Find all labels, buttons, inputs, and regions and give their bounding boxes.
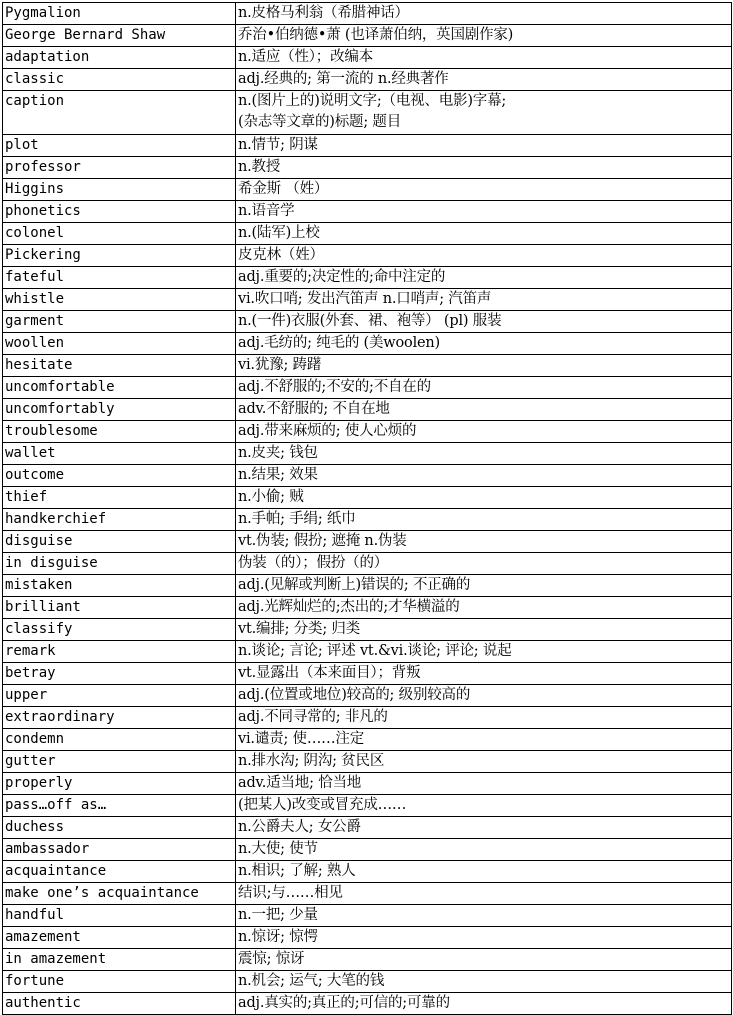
vocab-definition-line: vt.显露出（本来面目）；背叛 <box>238 665 421 681</box>
vocab-word-cell: adaptation <box>3 47 236 69</box>
table-row <box>3 377 732 399</box>
table-row <box>3 223 732 245</box>
vocab-definition-cell <box>236 619 732 641</box>
vocab-definition-cell <box>236 949 732 971</box>
vocab-word-cell: garment <box>3 311 236 333</box>
vocab-word-cell: betray <box>3 663 236 685</box>
vocab-word-cell: hesitate <box>3 355 236 377</box>
vocab-definition-cell <box>236 311 732 333</box>
table-row <box>3 47 732 69</box>
vocab-word-cell: uncomfortable <box>3 377 236 399</box>
table-row <box>3 971 732 993</box>
vocab-definition-line: adj.带来麻烦的; 使人心烦的 <box>238 423 417 439</box>
vocab-word-cell: mistaken <box>3 575 236 597</box>
vocab-definition-cell <box>236 971 732 993</box>
table-row <box>3 201 732 223</box>
vocab-definition-cell <box>236 245 732 267</box>
vocab-definition-line: adj.重要的;决定性的;命中注定的 <box>238 269 446 285</box>
vocab-definition-line: vt.伪装; 假扮; 遮掩 n.伪装 <box>238 533 407 549</box>
vocab-definition-line: adj.不同寻常的; 非凡的 <box>238 709 388 725</box>
vocab-word-cell: handful <box>3 905 236 927</box>
table-row <box>3 25 732 47</box>
vocab-word-cell: disguise <box>3 531 236 553</box>
vocab-definition-line: n.(陆军)上校 <box>238 225 320 241</box>
vocab-definition-cell <box>236 685 732 707</box>
vocab-definition-line: adj.真实的;真正的;可信的;可靠的 <box>238 995 450 1011</box>
vocab-definition-line: n.相识; 了解; 熟人 <box>238 863 356 879</box>
vocab-definition-cell <box>236 883 732 905</box>
vocab-word-cell: troublesome <box>3 421 236 443</box>
vocab-word-cell: caption <box>3 91 236 135</box>
table-row <box>3 91 732 135</box>
vocab-word-cell: remark <box>3 641 236 663</box>
table-row <box>3 3 732 25</box>
vocab-definition-line: n.小偷; 贼 <box>238 489 304 505</box>
vocab-word-cell: professor <box>3 157 236 179</box>
table-row <box>3 861 732 883</box>
vocab-definition-cell <box>236 201 732 223</box>
table-row <box>3 641 732 663</box>
vocab-word-cell: colonel <box>3 223 236 245</box>
vocab-definition-cell <box>236 751 732 773</box>
vocab-definition-cell <box>236 157 732 179</box>
table-row <box>3 729 732 751</box>
vocab-definition-cell <box>236 289 732 311</box>
vocab-word-cell: classify <box>3 619 236 641</box>
vocab-word-cell: amazement <box>3 927 236 949</box>
table-row <box>3 267 732 289</box>
table-row <box>3 949 732 971</box>
vocab-definition-cell <box>236 729 732 751</box>
vocab-definition-cell <box>236 135 732 157</box>
vocab-word-cell: gutter <box>3 751 236 773</box>
vocab-definition-line: n.(一件)衣服(外套、裙、袍等） (pl) 服装 <box>238 313 502 329</box>
vocab-definition-cell <box>236 223 732 245</box>
vocab-definition-line: adj.经典的; 第一流的 n.经典著作 <box>238 71 449 87</box>
vocab-word-cell: in amazement <box>3 949 236 971</box>
vocab-definition-cell <box>236 927 732 949</box>
vocab-definition-line: n.手帕; 手绢; 纸巾 <box>238 511 356 527</box>
vocab-definition-line: n.(图片上的)说明文字;（电视、电影)字幕; <box>238 93 507 109</box>
vocab-word-cell: authentic <box>3 993 236 1015</box>
vocab-definition-line: vt.编排; 分类; 归类 <box>238 621 361 637</box>
table-row <box>3 333 732 355</box>
vocab-word-cell: acquaintance <box>3 861 236 883</box>
vocab-word-cell: fortune <box>3 971 236 993</box>
table-row <box>3 553 732 575</box>
vocab-word-cell: brilliant <box>3 597 236 619</box>
vocab-definition-cell <box>236 993 732 1015</box>
table-row <box>3 927 732 949</box>
table-row <box>3 157 732 179</box>
table-row <box>3 399 732 421</box>
vocab-definition-cell <box>236 465 732 487</box>
vocab-word-cell: duchess <box>3 817 236 839</box>
vocab-definition-cell <box>236 399 732 421</box>
vocab-word-cell: make one’s acquaintance <box>3 883 236 905</box>
vocab-definition-line: n.语音学 <box>238 203 295 219</box>
vocab-word-cell: upper <box>3 685 236 707</box>
vocab-definition-line: vi.犹豫; 踌躇 <box>238 357 322 373</box>
vocab-word-cell: ambassador <box>3 839 236 861</box>
vocab-definition-cell <box>236 641 732 663</box>
vocab-definition-cell <box>236 531 732 553</box>
vocab-definition-cell <box>236 3 732 25</box>
table-row <box>3 905 732 927</box>
table-row <box>3 663 732 685</box>
vocab-definition-line: vi.吹口哨; 发出汽笛声 n.口哨声; 汽笛声 <box>238 291 492 307</box>
vocab-definition-line: n.情节; 阴谋 <box>238 137 318 153</box>
vocab-definition-cell <box>236 509 732 531</box>
table-row <box>3 707 732 729</box>
vocab-definition-line: n.皮格马利翁（希腊神话） <box>238 5 409 21</box>
table-row <box>3 289 732 311</box>
vocab-definition-cell <box>236 663 732 685</box>
vocab-word-cell: plot <box>3 135 236 157</box>
table-row <box>3 509 732 531</box>
vocab-definition-line: 乔治•伯纳德•萧 (也译萧伯纳，英国剧作家) <box>238 27 514 43</box>
vocab-definition-cell <box>236 267 732 289</box>
vocab-definition-line: adj.毛纺的; 纯毛的 (美woolen) <box>238 335 440 351</box>
vocab-definition-line: adj.(位置或地位)较高的; 级别较高的 <box>238 687 471 703</box>
vocab-definition-line: n.排水沟; 阴沟; 贫民区 <box>238 753 385 769</box>
table-row <box>3 773 732 795</box>
table-row <box>3 575 732 597</box>
vocab-definition-line: n.教授 <box>238 159 281 175</box>
vocab-word-cell: pass…off as… <box>3 795 236 817</box>
vocab-definition-cell <box>236 861 732 883</box>
vocab-definition-cell <box>236 839 732 861</box>
table-row <box>3 69 732 91</box>
vocab-word-cell: classic <box>3 69 236 91</box>
vocab-definition-cell <box>236 179 732 201</box>
table-row <box>3 421 732 443</box>
vocab-definition-cell <box>236 25 732 47</box>
vocab-word-cell: in disguise <box>3 553 236 575</box>
vocab-definition-cell <box>236 47 732 69</box>
vocab-word-cell: George Bernard Shaw <box>3 25 236 47</box>
vocab-definition-line: (杂志等文章的)标题; 题目 <box>238 114 402 130</box>
vocab-definition-line: 希金斯 （姓） <box>238 181 329 197</box>
vocab-definition-line: adj.(见解或判断上)错误的; 不正确的 <box>238 577 471 593</box>
table-row <box>3 993 732 1015</box>
vocab-definition-cell <box>236 377 732 399</box>
vocab-definition-line: 震惊; 惊讶 <box>238 951 305 967</box>
vocab-definition-line: 伪装（的）；假扮（的） <box>238 555 389 571</box>
vocab-definition-line: 皮克林（姓） <box>238 247 324 263</box>
vocab-definition-cell <box>236 817 732 839</box>
vocab-word-cell: Pickering <box>3 245 236 267</box>
vocab-definition-line: 结识;与……相见 <box>238 885 343 901</box>
vocab-definition-line: n.适应（性）；改编本 <box>238 49 373 65</box>
vocab-definition-cell <box>236 597 732 619</box>
vocab-definition-line: n.公爵夫人; 女公爵 <box>238 819 361 835</box>
vocab-definition-cell <box>236 575 732 597</box>
vocab-definition-line: n.大使; 使节 <box>238 841 318 857</box>
table-row <box>3 619 732 641</box>
vocab-definition-line: adj.光辉灿烂的;杰出的;才华横溢的 <box>238 599 460 615</box>
table-row <box>3 465 732 487</box>
vocab-word-cell: outcome <box>3 465 236 487</box>
vocab-word-cell: extraordinary <box>3 707 236 729</box>
table-row <box>3 311 732 333</box>
vocab-definition-line: adj.不舒服的;不安的;不自在的 <box>238 379 431 395</box>
vocab-definition-line: vi.谴责; 使……注定 <box>238 731 365 747</box>
vocabulary-table <box>2 2 732 1015</box>
vocab-word-cell: Pygmalion <box>3 3 236 25</box>
vocab-word-cell: wallet <box>3 443 236 465</box>
vocab-word-cell: woollen <box>3 333 236 355</box>
vocab-definition-line: n.机会; 运气; 大笔的钱 <box>238 973 385 989</box>
table-row <box>3 817 732 839</box>
vocab-definition-line: n.一把; 少量 <box>238 907 318 923</box>
vocab-definition-cell <box>236 355 732 377</box>
vocab-definition-cell <box>236 443 732 465</box>
table-row <box>3 531 732 553</box>
table-row <box>3 355 732 377</box>
vocab-word-cell: properly <box>3 773 236 795</box>
vocab-definition-cell <box>236 487 732 509</box>
table-row <box>3 487 732 509</box>
vocab-definition-cell <box>236 795 732 817</box>
vocab-word-cell: Higgins <box>3 179 236 201</box>
vocab-definition-line: (把某人)改变或冒充成…… <box>238 797 407 813</box>
vocab-definition-cell <box>236 553 732 575</box>
vocab-definition-cell <box>236 707 732 729</box>
vocab-definition-cell <box>236 333 732 355</box>
vocab-definition-line: n.惊讶; 惊愕 <box>238 929 318 945</box>
vocab-definition-cell <box>236 773 732 795</box>
vocab-definition-cell <box>236 91 732 135</box>
table-row <box>3 883 732 905</box>
vocab-definition-line: adv.适当地; 恰当地 <box>238 775 362 791</box>
vocab-definition-line: n.皮夹; 钱包 <box>238 445 318 461</box>
vocab-definition-line: n.结果; 效果 <box>238 467 318 483</box>
table-row <box>3 795 732 817</box>
table-row <box>3 839 732 861</box>
vocab-definition-cell <box>236 421 732 443</box>
table-row <box>3 597 732 619</box>
table-row <box>3 245 732 267</box>
vocab-word-cell: fateful <box>3 267 236 289</box>
vocab-word-cell: uncomfortably <box>3 399 236 421</box>
vocab-definition-line: n.谈论; 言论; 评述 vt.&vi.谈论; 评论; 说起 <box>238 643 512 659</box>
vocab-definition-cell <box>236 69 732 91</box>
vocabulary-table-body <box>3 3 732 1015</box>
table-row <box>3 751 732 773</box>
vocab-word-cell: condemn <box>3 729 236 751</box>
vocab-word-cell: thief <box>3 487 236 509</box>
table-row <box>3 443 732 465</box>
vocab-word-cell: phonetics <box>3 201 236 223</box>
vocab-word-cell: whistle <box>3 289 236 311</box>
vocab-definition-line: adv.不舒服的; 不自在地 <box>238 401 390 417</box>
table-row <box>3 135 732 157</box>
vocab-definition-cell <box>236 905 732 927</box>
vocab-word-cell: handkerchief <box>3 509 236 531</box>
table-row <box>3 685 732 707</box>
table-row <box>3 179 732 201</box>
